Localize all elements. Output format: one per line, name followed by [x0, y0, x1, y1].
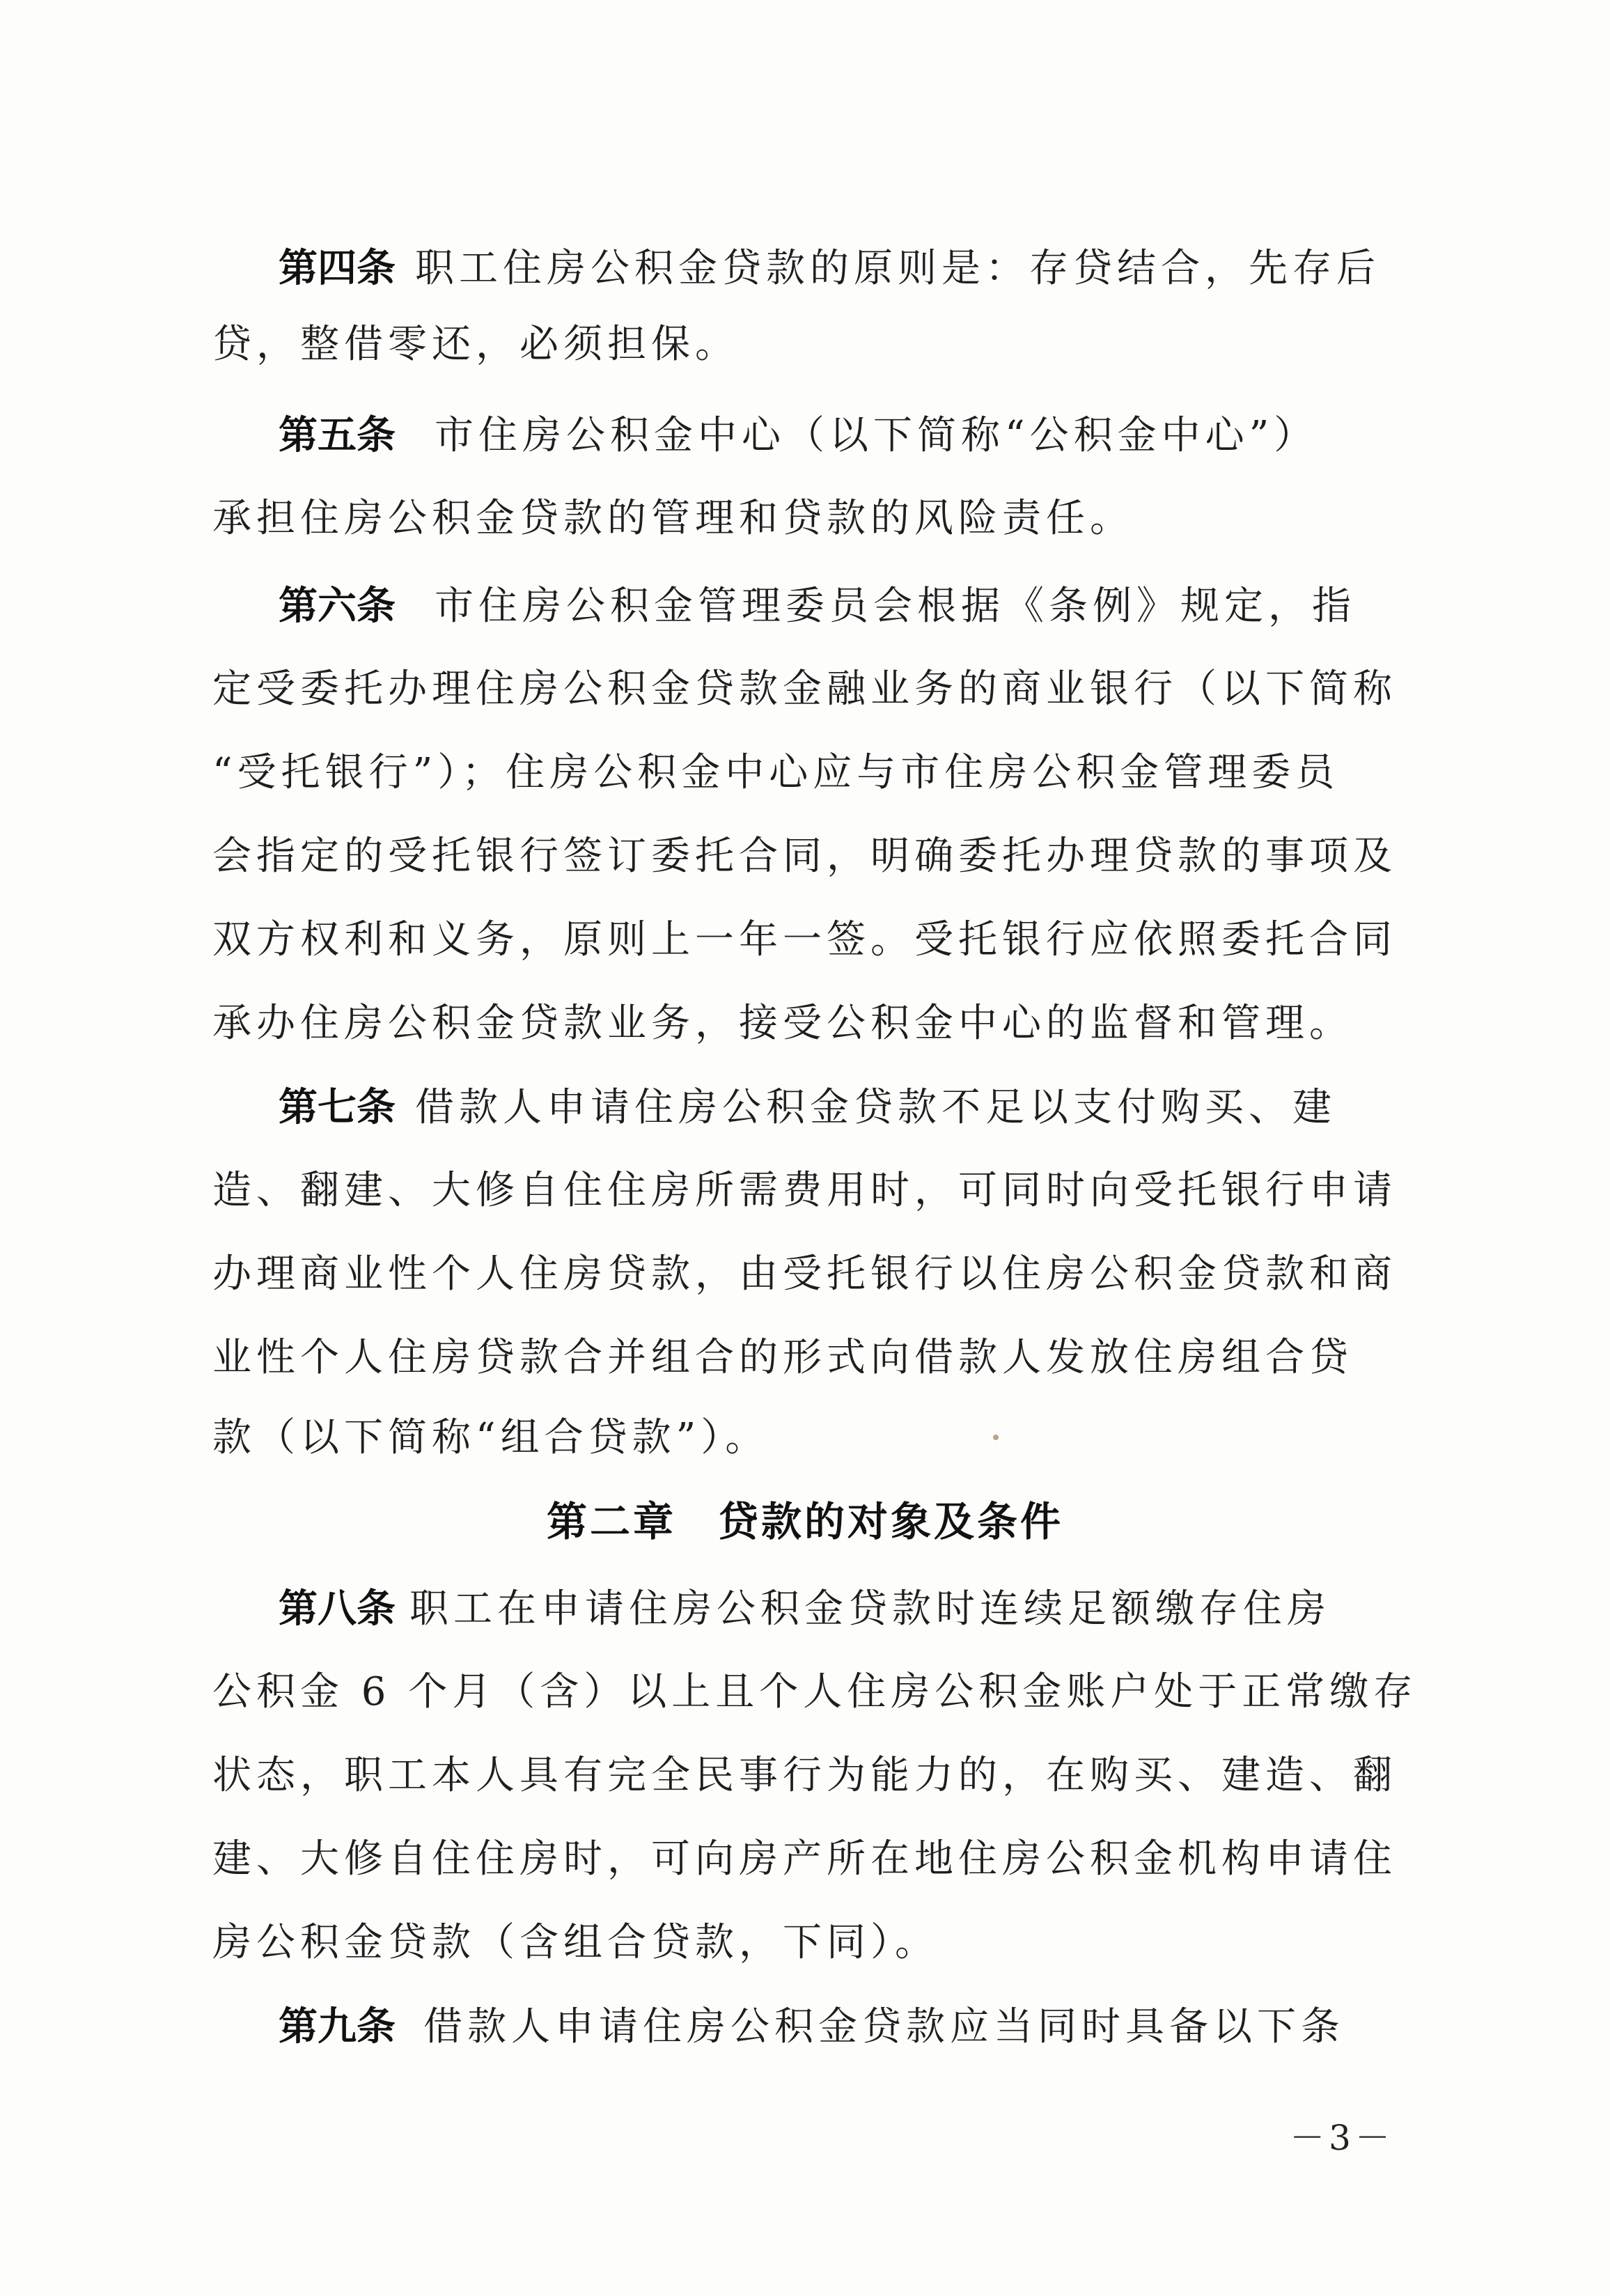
article-text: 市住房公积金中心（以下简称“公积金中心”）	[435, 413, 1318, 458]
article-5-line-2: 承担住房公积金贷款的管理和贷款的风险责任。	[212, 496, 1134, 541]
article-text: 借款人申请住房公积金贷款不足以支付购买、建	[415, 1085, 1336, 1130]
article-5-line-1	[279, 404, 1318, 467]
scan-speck	[993, 1435, 999, 1440]
article-8-line-1	[279, 1577, 1331, 1640]
article-4-line-1	[279, 237, 1380, 299]
article-8-line-3: 状态，职工本人具有完全民事行为能力的，在购买、建造、翻	[212, 1753, 1397, 1798]
page-number: －3－	[1290, 2118, 1394, 2158]
article-label: 第四条	[279, 245, 396, 291]
article-7-line-5: 款（以下简称“组合贷款”）。	[212, 1415, 769, 1460]
article-label: 第七条	[279, 1084, 396, 1130]
article-text: 市住房公积金管理委员会根据《条例》规定，指	[435, 584, 1356, 629]
chapter-title: 贷款的对象及条件	[718, 1498, 1064, 1545]
article-8-line-5: 房公积金贷款（含组合贷款，下同）。	[212, 1920, 939, 1965]
article-7-line-3: 办理商业性个人住房贷款，由受托银行以住房公积金贷款和商	[212, 1251, 1397, 1297]
article-9-line-1	[279, 1995, 1345, 2058]
article-6-line-2: 定受委托办理住房公积金贷款金融业务的商业银行（以下简称	[212, 666, 1397, 712]
article-6-line-5: 双方权利和义务，原则上一年一签。受托银行应依照委托合同	[212, 917, 1397, 962]
article-label: 第六条	[279, 583, 396, 629]
article-7-line-1	[279, 1076, 1336, 1139]
article-6-line-6: 承办住房公积金贷款业务，接受公积金中心的监督和管理。	[212, 1001, 1353, 1046]
article-6-line-4: 会指定的受托银行签订委托合同，明确委托办理贷款的事项及	[212, 834, 1397, 879]
article-label: 第八条	[279, 1586, 396, 1632]
chapter-number: 第二章	[546, 1498, 676, 1545]
article-6-line-3: “受托银行”）；住房公积金中心应与市住房公积金管理委员	[212, 750, 1340, 795]
article-6-line-1	[279, 575, 1356, 637]
article-8-line-4: 建、大修自住住房时，可向房产所在地住房公积金机构申请住	[212, 1836, 1397, 1882]
article-7-line-2: 造、翻建、大修自住住房所需费用时，可同时向受托银行申请	[212, 1168, 1397, 1213]
article-text: 职工住房公积金贷款的原则是：存贷结合，先存后	[415, 246, 1380, 291]
article-text: 职工在申请住房公积金贷款时连续足额缴存住房	[409, 1586, 1331, 1632]
article-label: 第五条	[279, 412, 396, 458]
article-7-line-4: 业性个人住房贷款合并组合的形式向借款人发放住房组合贷	[212, 1335, 1353, 1380]
article-8-line-2: 公积金 6 个月（含）以上且个人住房公积金账户处于正常缴存	[212, 1669, 1418, 1715]
article-4-line-2: 贷，整借零还，必须担保。	[212, 322, 739, 367]
article-label: 第九条	[279, 2004, 396, 2049]
chapter-heading	[0, 1490, 1610, 1553]
article-text: 借款人申请住房公积金贷款应当同时具备以下条	[423, 2004, 1345, 2049]
